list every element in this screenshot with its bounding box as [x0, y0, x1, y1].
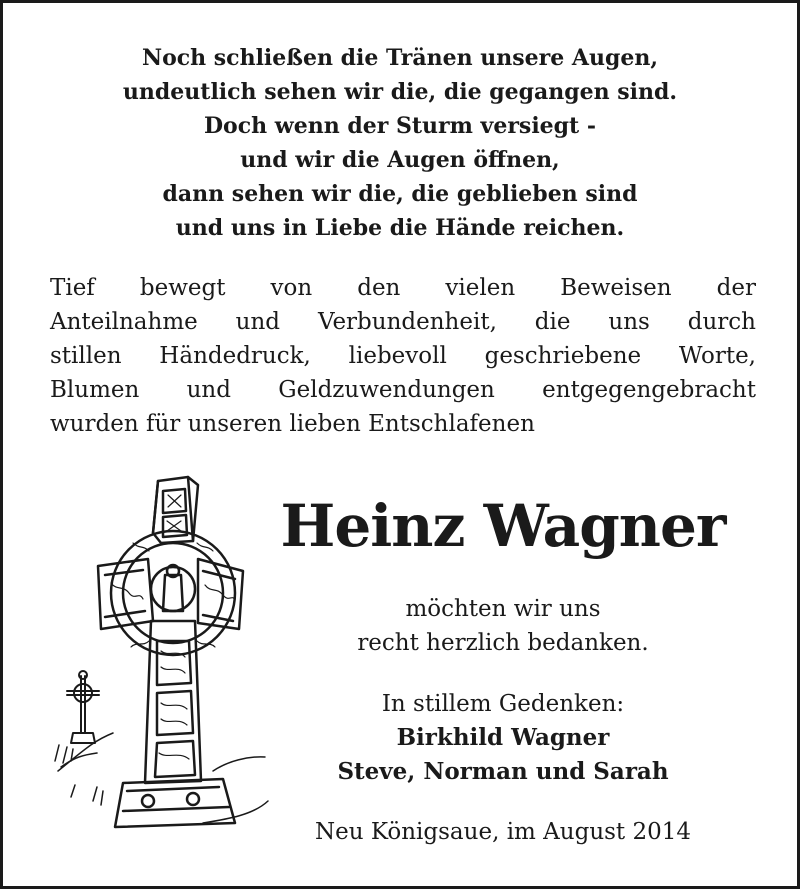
thanks-line: möchten wir uns [405, 596, 601, 622]
thanks-paragraph [50, 271, 756, 441]
poem-line: undeutlich sehen wir die, die gegangen sind. [122, 79, 678, 105]
poem-line: und uns in Liebe die Hände reichen. [175, 215, 625, 241]
mourner-name: Birkhild Wagner [396, 724, 610, 751]
deceased-name: Heinz Wagner [280, 492, 726, 560]
poem-line: Doch wenn der Sturm versiegt - [203, 113, 597, 139]
poem [3, 41, 797, 245]
signoff-intro: In stillem Gedenken: [381, 691, 625, 717]
paragraph-line: stillen Händedruck, liebevoll geschriebene Worte, [50, 343, 756, 369]
place-and-date: Neu Königsaue, im August 2014 [314, 819, 692, 845]
mourner-name: Steve, Norman und Sarah [337, 758, 669, 785]
signoff [273, 687, 733, 789]
paragraph-line: wurden für unseren lieben Entschlafenen [50, 411, 535, 437]
paragraph-line: Tief bewegt von den vielen Beweisen der [50, 275, 756, 301]
poem-line: und wir die Augen öffnen, [240, 147, 560, 173]
thanks-statement [273, 592, 733, 660]
paragraph-line: Anteilnahme und Verbundenheit, die uns durch [50, 309, 756, 335]
thanks-line: recht herzlich bedanken. [357, 630, 649, 656]
poem-line: Noch schließen die Tränen unsere Augen, [141, 45, 659, 71]
poem-line: dann sehen wir die, die geblieben sind [162, 181, 638, 207]
paragraph-line: Blumen und Geldzuwendungen entgegengebracht [50, 377, 756, 403]
